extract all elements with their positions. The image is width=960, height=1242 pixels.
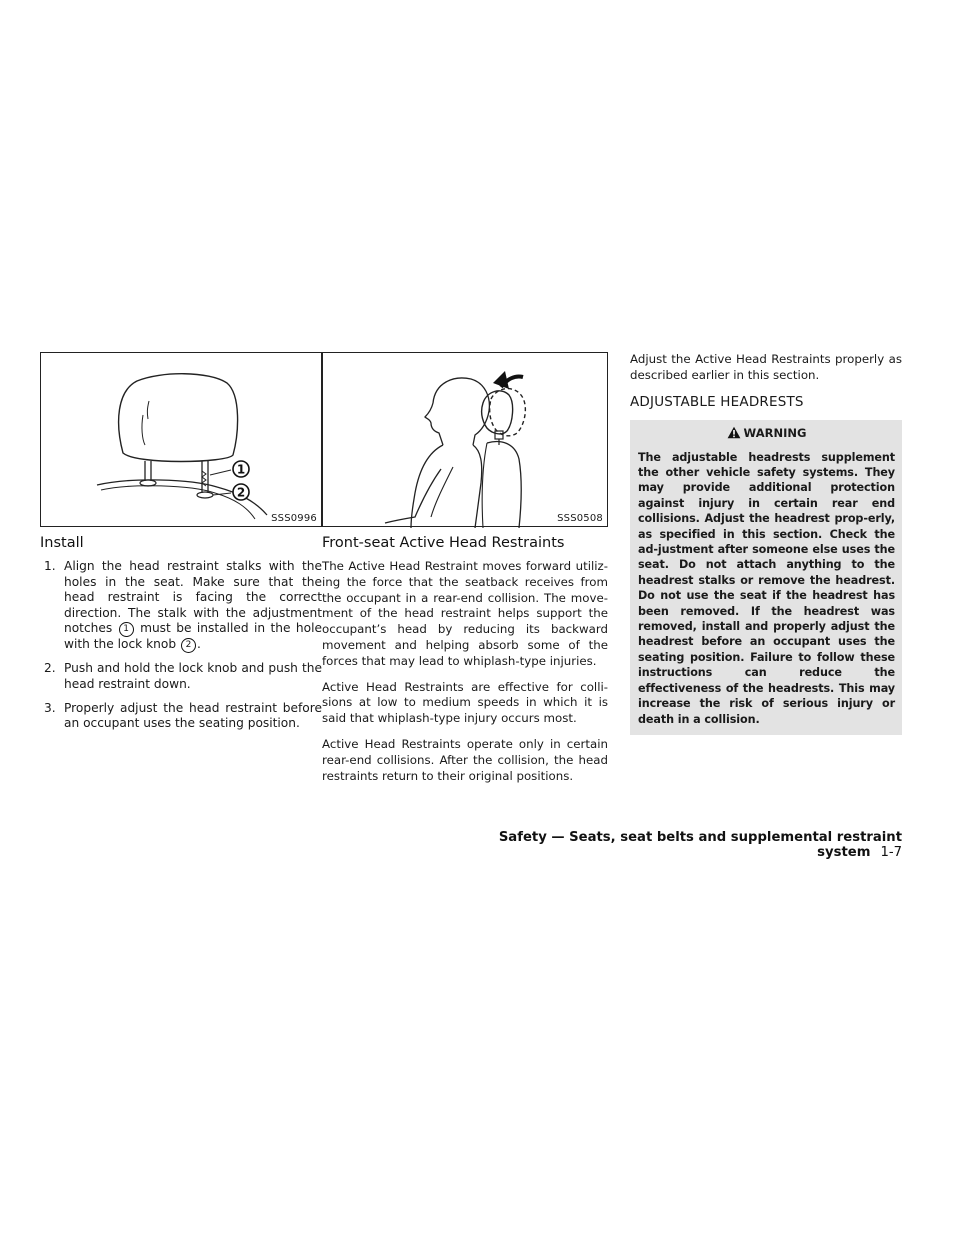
step-number: 3. [44, 700, 56, 715]
install-step-1 [40, 559, 322, 653]
warning-box [630, 420, 902, 735]
step-number: 1. [44, 559, 56, 573]
step-text: must be installed in the hole with the lock knob [64, 621, 322, 652]
adjustable-intro: Adjust the Active Head Restraints properly as described earlier in this section. [630, 352, 902, 382]
active-paragraph-1: The Active Head Restraint moves forward utiliz-ing the force that the seatback receives from the occupant in a rear-end collision. The move-ment of the head restraint helps support the occupant’s head by reducing its backward movement and helping absorb some of the forces that may lead to whiplash-type injuries. [322, 559, 608, 668]
install-steps [40, 559, 322, 732]
step-number: 2. [44, 661, 56, 676]
callout-2-ref: 2 [181, 638, 196, 653]
step-text: . [196, 637, 201, 652]
footer-section-title: Safety — Seats, seat belts and supplemental restraint system [498, 830, 902, 860]
install-step-3 [40, 701, 322, 732]
occupant-active-head-restraint-illustration [323, 353, 609, 528]
warning-text: The adjustable headrests supplement the other vehicle safety systems. They may provide additional protection against injury in certain rear end collisions. Adjust the headrest prop-erly, as specified in this section. Check the ad-justment after someone else uses the seat. Do not attach anything to the headrest stalks or remove the headrest. Do not use the seat if the headrest has been removed. If the headrest was removed, install and properly adjust the headrest before an occupant uses the seating position. Failure to follow these instructions can reduce the effectiveness of the headrests. This may increase the risk of serious injury or death in a collision. [638, 450, 895, 726]
heading-install: Install [40, 535, 84, 551]
step-text: Push and hold the lock knob and push the head restraint down. [64, 661, 322, 691]
figure-headrest [40, 352, 322, 527]
install-step-2 [40, 661, 322, 692]
page-footer [468, 830, 902, 860]
warning-triangle-icon [727, 426, 741, 439]
callout-1-label: 1 [236, 462, 246, 477]
column-adjustable-headrests [630, 352, 902, 735]
figure-code: SSS0996 [271, 513, 317, 524]
figure-active-head-restraint [322, 352, 608, 527]
heading-adjustable-headrests: ADJUSTABLE HEADRESTS [630, 393, 804, 410]
column-active-head-restraints [322, 352, 608, 794]
warning-label: WARNING [743, 425, 807, 440]
page-number: 1-7 [880, 845, 902, 860]
step-text: Properly adjust the head restraint before an occupant uses the seating position. [64, 700, 322, 731]
step-text: Align the head restraint stalks with the holes in the seat. Make sure that the head restraint is facing the correct direction. The stalk with the adjustment notches [64, 559, 322, 636]
warning-header [638, 426, 895, 440]
heading-front-seat-active-head-restraints: Front-seat Active Head Restraints [322, 535, 565, 551]
active-paragraph-3: Active Head Restraints operate only in certain rear-end collisions. After the collision, the head restraints return to their original positions. [322, 736, 608, 783]
active-paragraph-2: Active Head Restraints are effective for colli-sions at low to medium speeds in which it is said that whiplash-type injury occurs most. [322, 679, 608, 726]
callout-2-label: 2 [236, 485, 246, 500]
figure-code: SSS0508 [557, 513, 603, 524]
column-install [40, 352, 322, 740]
headrest-illustration [41, 353, 323, 528]
callout-1-ref: 1 [119, 622, 134, 637]
